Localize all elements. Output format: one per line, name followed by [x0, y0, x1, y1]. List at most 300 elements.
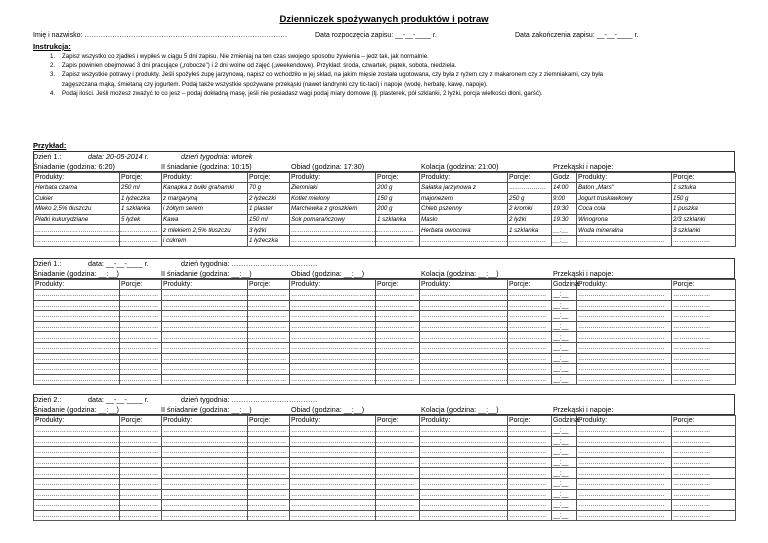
- product-cell[interactable]: ……………………………………: [35, 354, 122, 362]
- product-cell[interactable]: ……………………………………: [291, 448, 378, 456]
- time-cell: __:__: [552, 225, 577, 236]
- portion-cell: 2 łyżki: [508, 214, 552, 225]
- portion-cell[interactable]: ………………: [672, 468, 736, 479]
- product-cell[interactable]: ……………………………………: [163, 376, 250, 384]
- product-cell[interactable]: ……………………………………: [35, 312, 122, 320]
- table-row: [34, 457, 736, 468]
- portion-cell[interactable]: ………………: [508, 510, 552, 521]
- instruction-text: Zapis powinien obejmować 3 dni pracujące („robocze") i 2 dni wolne od zajęć („weekendowe). Przykład: środa, czwartek, piątek, sobota, niedziela.: [62, 62, 457, 70]
- table-row: [34, 332, 736, 343]
- portion-cell: ………………: [508, 183, 552, 194]
- portion-cell: 150 g: [376, 193, 420, 204]
- portion-cell: 250 ml: [120, 183, 162, 194]
- table-row: [34, 510, 736, 521]
- product-cell[interactable]: ……………………………………: [421, 301, 508, 309]
- portion-cell[interactable]: ………………: [672, 342, 736, 353]
- time-cell[interactable]: __:__: [552, 436, 577, 447]
- portion-cell[interactable]: ………………: [248, 447, 290, 458]
- product-cell[interactable]: ……………………………………: [163, 344, 250, 352]
- portion-cell[interactable]: ………………: [672, 321, 736, 332]
- portion-cell[interactable]: ………………: [248, 311, 290, 322]
- portion-cell[interactable]: ………………: [376, 311, 420, 322]
- portion-cell[interactable]: ………………: [376, 436, 420, 447]
- portion-column-header: Porcje:: [672, 173, 736, 183]
- product-cell[interactable]: ……………………………………: [577, 436, 672, 447]
- time-cell[interactable]: __:__: [552, 468, 577, 479]
- example-heading: Przykład:: [33, 141, 67, 150]
- portion-cell[interactable]: ………………: [672, 447, 736, 458]
- portion-cell[interactable]: ………………: [508, 321, 552, 332]
- product-cell: Ziemniaki: [290, 183, 376, 194]
- product-cell: Woda mineralna: [577, 225, 672, 236]
- portion-cell[interactable]: ………………: [376, 478, 420, 489]
- portion-column-header: Porcje:: [508, 416, 552, 426]
- portion-cell[interactable]: ………………: [120, 489, 162, 500]
- product-cell: Chleb pszenny: [420, 204, 508, 215]
- day-header-border: [33, 394, 735, 415]
- product-cell: Marchewka z groszkiem: [290, 204, 376, 215]
- product-cell[interactable]: ……………………………………: [577, 500, 672, 511]
- portion-cell[interactable]: ………………: [508, 353, 552, 364]
- product-cell[interactable]: ……………………………………: [35, 437, 122, 445]
- product-cell[interactable]: ……………………………………: [577, 332, 672, 343]
- portion-cell[interactable]: ………………: [120, 457, 162, 468]
- portion-cell[interactable]: ………………: [508, 332, 552, 343]
- table-row: [34, 225, 736, 236]
- product-cell[interactable]: ……………………………………: [35, 448, 122, 456]
- product-cell[interactable]: ……………………………………: [291, 490, 378, 498]
- time-cell[interactable]: __:__: [552, 510, 577, 521]
- product-cell[interactable]: ……………………………………: [291, 459, 378, 467]
- product-cell[interactable]: ……………………………………: [577, 353, 672, 364]
- time-cell: 14:00: [552, 183, 577, 194]
- product-cell: Masło: [420, 214, 508, 225]
- portion-cell[interactable]: ………………: [376, 374, 420, 385]
- portion-cell[interactable]: ………………: [248, 510, 290, 521]
- date-label[interactable]: data: __-__-____ r.: [88, 395, 149, 404]
- portion-cell[interactable]: ………………: [508, 300, 552, 311]
- product-cell: ……………………………………: [577, 235, 672, 246]
- product-cell[interactable]: ……………………………………: [35, 344, 122, 352]
- supper-label: Kolacja (godzina: 21:00): [421, 162, 499, 171]
- product-cell[interactable]: ……………………………………: [291, 376, 378, 384]
- meal-table: [33, 172, 736, 247]
- product-cell[interactable]: ……………………………………: [35, 333, 122, 341]
- portion-cell[interactable]: ………………: [376, 300, 420, 311]
- dinner-label: Obiad (godzina: 17:30): [291, 162, 365, 171]
- portion-cell[interactable]: ………………: [376, 510, 420, 521]
- breakfast-label: Śniadanie (godzina: 6:20): [33, 162, 115, 171]
- product-cell[interactable]: ……………………………………: [421, 490, 508, 498]
- end-date-field[interactable]: Data zakończenia zapisu: __-__-____ r.: [515, 32, 639, 39]
- dinner-label: Obiad (godzina: __:__): [291, 269, 365, 278]
- product-cell[interactable]: ……………………………………: [35, 291, 122, 299]
- time-cell[interactable]: __:__: [552, 353, 577, 364]
- product-cell[interactable]: ……………………………………: [421, 469, 508, 477]
- portion-cell[interactable]: ………………: [672, 311, 736, 322]
- product-cell: Herbata czarna: [34, 183, 120, 194]
- time-cell[interactable]: __:__: [552, 332, 577, 343]
- instruction-number: 4.: [50, 89, 56, 97]
- product-cell[interactable]: ……………………………………: [577, 489, 672, 500]
- instruction-number: 3.: [50, 71, 56, 79]
- portion-cell: ………………: [508, 235, 552, 246]
- product-cell[interactable]: ……………………………………: [421, 480, 508, 488]
- table-row: [34, 300, 736, 311]
- product-cell[interactable]: ……………………………………: [163, 512, 250, 520]
- product-cell[interactable]: ……………………………………: [163, 323, 250, 331]
- instruction-text: Podaj ilości. Jeśli możesz zważyć to co jesz – podaj dokładną masę, jeśli nie posiadasz wagi podaj miary domowe (tj. plasterek, pół szklanki, 2 łyżki, porcja wielkości dłoni, garść).: [62, 89, 543, 97]
- portion-cell: ………………: [376, 235, 420, 246]
- product-cell[interactable]: ……………………………………: [421, 437, 508, 445]
- product-cell[interactable]: ……………………………………: [421, 344, 508, 352]
- products-column-header: Produkty:: [577, 173, 672, 183]
- time-cell[interactable]: __:__: [552, 364, 577, 375]
- product-cell[interactable]: ……………………………………: [577, 468, 672, 479]
- portion-cell[interactable]: ………………: [120, 300, 162, 311]
- portion-cell[interactable]: ………………: [248, 374, 290, 385]
- portion-cell[interactable]: ………………: [376, 489, 420, 500]
- time-cell[interactable]: __:__: [552, 374, 577, 385]
- product-cell: ……………………………………: [35, 226, 122, 234]
- portion-cell[interactable]: ………………: [120, 468, 162, 479]
- products-column-header: Produkty:: [162, 280, 248, 290]
- product-cell[interactable]: ……………………………………: [35, 301, 122, 309]
- time-cell[interactable]: __:__: [552, 290, 577, 301]
- products-column-header: Produkty:: [420, 416, 508, 426]
- portion-cell[interactable]: ………………: [248, 321, 290, 332]
- portion-cell[interactable]: ………………: [120, 426, 162, 437]
- portion-cell: 1 puszka: [672, 204, 736, 215]
- portion-cell: ………………: [120, 235, 162, 246]
- portion-cell: 200 g: [376, 204, 420, 215]
- portion-cell: 1 łyżeczka: [248, 235, 290, 246]
- dinner-label: Obiad (godzina: __:__): [291, 405, 365, 414]
- product-cell[interactable]: ……………………………………: [577, 374, 672, 385]
- portion-cell[interactable]: ………………: [376, 426, 420, 437]
- product-cell[interactable]: ……………………………………: [577, 300, 672, 311]
- product-cell[interactable]: ……………………………………: [291, 354, 378, 362]
- product-cell[interactable]: ……………………………………: [291, 512, 378, 520]
- products-column-header: Produkty:: [420, 173, 508, 183]
- product-cell[interactable]: ……………………………………: [163, 437, 250, 445]
- product-cell[interactable]: ……………………………………: [421, 376, 508, 384]
- time-cell: 9:00: [552, 193, 577, 204]
- portion-cell[interactable]: ………………: [672, 478, 736, 489]
- time-cell[interactable]: __:__: [552, 500, 577, 511]
- product-cell[interactable]: ……………………………………: [291, 291, 378, 299]
- product-cell[interactable]: ……………………………………: [577, 364, 672, 375]
- products-column-header: Produkty:: [290, 416, 376, 426]
- product-cell[interactable]: ……………………………………: [577, 510, 672, 521]
- product-cell[interactable]: ……………………………………: [163, 427, 250, 435]
- portion-column-header: Porcje:: [120, 416, 162, 426]
- portion-cell[interactable]: ………………: [376, 290, 420, 301]
- portion-cell[interactable]: ………………: [508, 457, 552, 468]
- weekday-label[interactable]: dzień tygodnia: ………………………………: [181, 395, 318, 404]
- product-cell[interactable]: ……………………………………: [163, 469, 250, 477]
- portion-cell[interactable]: ………………: [672, 290, 736, 301]
- product-cell[interactable]: ……………………………………: [577, 447, 672, 458]
- product-cell[interactable]: ……………………………………: [421, 333, 508, 341]
- product-cell[interactable]: ……………………………………: [291, 333, 378, 341]
- portion-cell[interactable]: ………………: [508, 468, 552, 479]
- portion-cell[interactable]: ………………: [120, 353, 162, 364]
- time-cell[interactable]: __:__: [552, 478, 577, 489]
- portion-cell[interactable]: ………………: [672, 426, 736, 437]
- product-cell[interactable]: ……………………………………: [163, 312, 250, 320]
- products-column-header: Produkty:: [290, 280, 376, 290]
- portion-cell[interactable]: ………………: [508, 342, 552, 353]
- time-cell[interactable]: __:__: [552, 447, 577, 458]
- product-cell[interactable]: ……………………………………: [163, 480, 250, 488]
- date-label[interactable]: data: __-__-____ r.: [88, 259, 149, 268]
- day-label: Dzień 1.:: [33, 152, 62, 161]
- time-cell[interactable]: __:__: [552, 426, 577, 437]
- portion-cell[interactable]: ………………: [376, 364, 420, 375]
- instruction-text: Zapisz wszystko co zjadłeś i wypiłeś w ciągu 5 dni zapisu. Nie zmieniaj na ten czas swojego sposobu żywienia – jedz tak, jak normalnie.: [62, 53, 429, 60]
- portion-cell[interactable]: ………………: [248, 500, 290, 511]
- portion-cell[interactable]: ………………: [508, 426, 552, 437]
- portion-cell: 1 szklanka: [376, 214, 420, 225]
- product-cell[interactable]: ……………………………………: [291, 427, 378, 435]
- date-label: data: 20-05-2014 r.: [88, 152, 149, 161]
- product-cell[interactable]: ……………………………………: [577, 478, 672, 489]
- portion-cell[interactable]: ………………: [508, 290, 552, 301]
- portion-cell[interactable]: ………………: [376, 353, 420, 364]
- products-column-header: Produkty:: [162, 173, 248, 183]
- portion-cell[interactable]: ………………: [120, 332, 162, 343]
- portion-cell[interactable]: ………………: [672, 457, 736, 468]
- start-date-field[interactable]: Data rozpoczęcia zapisu: __-__-____ r.: [315, 32, 437, 39]
- portion-cell[interactable]: ………………: [672, 489, 736, 500]
- portion-cell[interactable]: ………………: [248, 332, 290, 343]
- product-cell: ……………………………………: [291, 226, 378, 234]
- product-cell[interactable]: ……………………………………: [421, 512, 508, 520]
- product-cell[interactable]: ……………………………………: [291, 323, 378, 331]
- time-cell[interactable]: __:__: [552, 321, 577, 332]
- portion-cell[interactable]: ………………: [508, 500, 552, 511]
- product-cell: Jogurt truskawkowy: [577, 193, 672, 204]
- portion-cell[interactable]: ………………: [248, 468, 290, 479]
- product-cell[interactable]: ……………………………………: [35, 512, 122, 520]
- portion-column-header: Porcje:: [248, 173, 290, 183]
- portion-cell[interactable]: ………………: [120, 500, 162, 511]
- portion-cell: 2 łyżeczki: [248, 193, 290, 204]
- portion-cell[interactable]: ………………: [120, 374, 162, 385]
- portion-cell[interactable]: ………………: [508, 364, 552, 375]
- portion-cell[interactable]: ………………: [248, 478, 290, 489]
- product-cell[interactable]: ……………………………………: [577, 426, 672, 437]
- product-cell[interactable]: ……………………………………: [577, 321, 672, 332]
- product-cell[interactable]: ……………………………………: [421, 427, 508, 435]
- product-cell: Mleko 2,5% tłuszczu: [34, 204, 120, 215]
- portion-cell: 1 szklanka: [508, 225, 552, 236]
- portion-cell[interactable]: ………………: [248, 489, 290, 500]
- table-row: [34, 364, 736, 375]
- portion-cell[interactable]: ………………: [120, 290, 162, 301]
- portion-cell[interactable]: ………………: [508, 447, 552, 458]
- portion-cell[interactable]: ………………: [248, 290, 290, 301]
- portion-cell[interactable]: ………………: [120, 364, 162, 375]
- portion-cell: 3 łyżki: [248, 225, 290, 236]
- instruction-item: [33, 80, 733, 89]
- product-cell[interactable]: ……………………………………: [163, 291, 250, 299]
- portion-column-header: Porcje:: [248, 280, 290, 290]
- portion-column-header: Porcje:: [248, 416, 290, 426]
- snacks-label: Przekąski i napoje:: [553, 405, 614, 414]
- product-cell[interactable]: ……………………………………: [421, 459, 508, 467]
- product-cell[interactable]: ……………………………………: [35, 490, 122, 498]
- name-field[interactable]: Imię i nazwisko: ……………………………………………………………………………: [33, 32, 288, 39]
- product-cell[interactable]: ……………………………………: [35, 427, 122, 435]
- product-cell[interactable]: ……………………………………: [291, 344, 378, 352]
- time-column-header: Godz: [552, 173, 577, 183]
- product-cell[interactable]: ……………………………………: [577, 457, 672, 468]
- product-cell[interactable]: ……………………………………: [35, 459, 122, 467]
- product-cell[interactable]: ……………………………………: [163, 490, 250, 498]
- portion-cell[interactable]: ………………: [248, 364, 290, 375]
- time-cell: 19:30: [552, 214, 577, 225]
- portion-cell[interactable]: ………………: [672, 510, 736, 521]
- portion-cell[interactable]: ………………: [120, 510, 162, 521]
- time-cell[interactable]: __:__: [552, 489, 577, 500]
- product-cell[interactable]: ……………………………………: [35, 469, 122, 477]
- product-cell: Cukier: [34, 193, 120, 204]
- portion-cell[interactable]: ………………: [120, 342, 162, 353]
- product-cell[interactable]: ……………………………………: [35, 480, 122, 488]
- time-column-header: Godzina:: [553, 281, 581, 288]
- portion-cell[interactable]: ………………: [120, 311, 162, 322]
- product-cell[interactable]: ……………………………………: [291, 437, 378, 445]
- weekday-label: dzień tygodnia: wtorek: [181, 152, 253, 161]
- product-cell: Sałatka jarzynowa z: [420, 183, 508, 194]
- product-cell[interactable]: ……………………………………: [421, 291, 508, 299]
- products-column-header: Produkty:: [162, 416, 248, 426]
- portion-cell[interactable]: ………………: [376, 468, 420, 479]
- product-cell[interactable]: ……………………………………: [291, 312, 378, 320]
- portion-cell[interactable]: ………………: [376, 321, 420, 332]
- portion-cell[interactable]: ………………: [672, 332, 736, 343]
- table-row: [34, 342, 736, 353]
- product-cell[interactable]: ……………………………………: [291, 365, 378, 373]
- product-cell[interactable]: ……………………………………: [163, 354, 250, 362]
- portion-cell[interactable]: ………………: [248, 342, 290, 353]
- table-row: [34, 290, 736, 301]
- product-cell: i cukrem: [162, 235, 248, 246]
- portion-cell[interactable]: ………………: [508, 374, 552, 385]
- product-cell[interactable]: ……………………………………: [35, 376, 122, 384]
- table-row: [34, 353, 736, 364]
- portion-cell[interactable]: ………………: [376, 447, 420, 458]
- product-cell[interactable]: ……………………………………: [35, 365, 122, 373]
- portion-column-header: Porcje:: [120, 280, 162, 290]
- portion-cell[interactable]: ………………: [120, 436, 162, 447]
- portion-cell[interactable]: ………………: [672, 300, 736, 311]
- portion-cell[interactable]: ………………: [672, 436, 736, 447]
- product-cell[interactable]: ……………………………………: [421, 354, 508, 362]
- product-cell[interactable]: ……………………………………: [421, 312, 508, 320]
- product-cell: z mlekiem 2,5% tłuszczu: [162, 225, 248, 236]
- portion-cell[interactable]: ………………: [672, 353, 736, 364]
- table-row: [34, 321, 736, 332]
- portion-cell[interactable]: ………………: [376, 332, 420, 343]
- portion-cell[interactable]: ………………: [376, 500, 420, 511]
- instruction-item: [33, 70, 733, 79]
- product-cell: Sok pomarańczowy: [290, 214, 376, 225]
- portion-column-header: Porcje:: [376, 173, 420, 183]
- portion-cell[interactable]: ………………: [376, 457, 420, 468]
- table-row: [34, 489, 736, 500]
- time-cell[interactable]: __:__: [552, 311, 577, 322]
- portion-cell[interactable]: ………………: [248, 436, 290, 447]
- portion-cell[interactable]: ………………: [376, 342, 420, 353]
- product-cell[interactable]: ……………………………………: [163, 459, 250, 467]
- product-cell[interactable]: ……………………………………: [291, 501, 378, 509]
- portion-cell: 1 łyżeczka: [120, 193, 162, 204]
- portion-cell[interactable]: ………………: [120, 478, 162, 489]
- product-cell[interactable]: ……………………………………: [35, 323, 122, 331]
- portion-cell[interactable]: ………………: [672, 374, 736, 385]
- product-cell[interactable]: ……………………………………: [291, 480, 378, 488]
- time-cell[interactable]: __:__: [552, 300, 577, 311]
- portion-cell[interactable]: ………………: [508, 478, 552, 489]
- product-cell[interactable]: ……………………………………: [291, 469, 378, 477]
- product-cell[interactable]: ……………………………………: [291, 301, 378, 309]
- products-column-header: Produkty:: [290, 173, 376, 183]
- time-cell[interactable]: __:__: [552, 342, 577, 353]
- snacks-label: Przekąski i napoje:: [553, 162, 614, 171]
- portion-cell[interactable]: ………………: [120, 447, 162, 458]
- product-cell: ……………………………………: [35, 237, 122, 245]
- product-cell[interactable]: ……………………………………: [421, 501, 508, 509]
- portion-cell[interactable]: ………………: [508, 311, 552, 322]
- portion-cell[interactable]: ………………: [508, 489, 552, 500]
- product-cell[interactable]: ……………………………………: [577, 290, 672, 301]
- portion-cell: 200 g: [376, 183, 420, 194]
- portion-cell[interactable]: ………………: [248, 353, 290, 364]
- table-row: [34, 374, 736, 385]
- product-cell[interactable]: ……………………………………: [577, 342, 672, 353]
- product-cell[interactable]: ……………………………………: [421, 323, 508, 331]
- portion-cell[interactable]: ………………: [672, 364, 736, 375]
- breakfast-label: Śniadanie (godzina: __:__): [33, 269, 119, 278]
- supper-label: Kolacja (godzina: __:__): [421, 405, 499, 414]
- product-cell[interactable]: ……………………………………: [421, 365, 508, 373]
- product-cell[interactable]: ……………………………………: [577, 311, 672, 322]
- product-cell[interactable]: ……………………………………: [163, 365, 250, 373]
- instructions-list: [33, 52, 733, 98]
- portion-cell: ………………: [672, 235, 736, 246]
- product-cell[interactable]: ……………………………………: [163, 301, 250, 309]
- weekday-label[interactable]: dzień tygodnia: ………………………………: [181, 259, 318, 268]
- product-cell[interactable]: ……………………………………: [163, 501, 250, 509]
- product-cell[interactable]: ……………………………………: [163, 448, 250, 456]
- portion-cell[interactable]: ………………: [672, 500, 736, 511]
- portion-cell[interactable]: ………………: [248, 300, 290, 311]
- portion-cell[interactable]: ………………: [248, 426, 290, 437]
- product-cell[interactable]: ……………………………………: [163, 333, 250, 341]
- products-column-header: Produkty:: [34, 416, 120, 426]
- portion-cell[interactable]: ………………: [508, 436, 552, 447]
- portion-cell[interactable]: ………………: [120, 321, 162, 332]
- portion-cell: 250 g: [508, 193, 552, 204]
- product-cell[interactable]: ……………………………………: [35, 501, 122, 509]
- instruction-item: [33, 61, 733, 70]
- product-cell[interactable]: ……………………………………: [421, 448, 508, 456]
- portion-cell[interactable]: ………………: [248, 457, 290, 468]
- time-cell[interactable]: __:__: [552, 457, 577, 468]
